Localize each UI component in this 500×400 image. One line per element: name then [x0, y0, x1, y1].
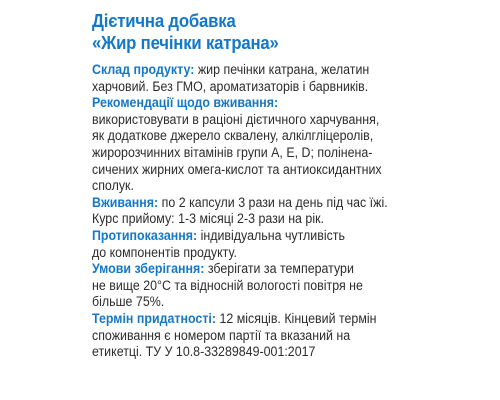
usage-heading: Вживання: [92, 194, 159, 210]
shelf-life-line-2: споживання є номером партії та вказаний на [92, 327, 351, 343]
storage-heading: Умови зберігання: [92, 261, 205, 277]
composition-section [92, 62, 486, 95]
shelf-life-text-1: 12 місяців. Кінцевий термін [215, 310, 377, 326]
composition-line-1 [92, 62, 488, 79]
recommendations-line-3: жиророзчинних вітамінів групи А, Е, D; поліненa- [92, 144, 373, 160]
recommendations-heading: Рекомендації щодо вживання: [92, 95, 279, 111]
usage-line-2: Курс прийому: 1-3 місяці 2-3 рази на рік. [92, 211, 324, 227]
contraindications-text-1: індивідуальна чутливість [197, 227, 345, 243]
product-title [92, 10, 486, 54]
title-line-2: «Жир печінки катрана» [92, 33, 279, 53]
recommendations-line-1: використовувати в раціоні дієтичного харчування, [92, 111, 380, 127]
contraindications-line-1 [92, 228, 488, 245]
composition-text-1: жир печінки катрана, желатин [194, 62, 370, 77]
recommendations-section [92, 95, 486, 195]
storage-line-1 [92, 261, 488, 278]
storage-line-2: не вище 20°С та відносній вологості повітря не [92, 277, 363, 293]
contraindications-section [92, 228, 486, 261]
shelf-life-section [92, 311, 486, 361]
contraindications-line-2: до компонентів продукту. [92, 244, 237, 260]
shelf-life-heading: Термін придатності: [92, 310, 216, 326]
contraindications-heading: Протипоказання: [92, 227, 198, 243]
usage-line-1 [92, 195, 488, 212]
title-line-1: Дієтична добавка [92, 11, 236, 31]
storage-line-3: більше 75%. [92, 294, 165, 310]
composition-heading: Склад продукту: [92, 62, 195, 77]
recommendations-line-2: як додаткове джерело сквалену, алкілгліцеролів, [92, 128, 374, 144]
recommendations-line-5: сполук. [92, 178, 134, 194]
recommendations-line-4: сичених жирних омега-кислот та антиоксидантних [92, 161, 382, 177]
shelf-life-line-3: етикетці. ТУ У 10.8-33289849-001:2017 [92, 344, 316, 360]
shelf-life-line-1 [92, 311, 488, 328]
storage-section [92, 261, 486, 311]
composition-line-2: харчовий. Без ГМО, ароматизаторів і барвників. [92, 78, 369, 94]
usage-section [92, 195, 486, 228]
storage-text-1: зберігати за температури [204, 261, 354, 277]
usage-text-1: по 2 капсули 3 рази на день під час їжі. [158, 194, 388, 210]
